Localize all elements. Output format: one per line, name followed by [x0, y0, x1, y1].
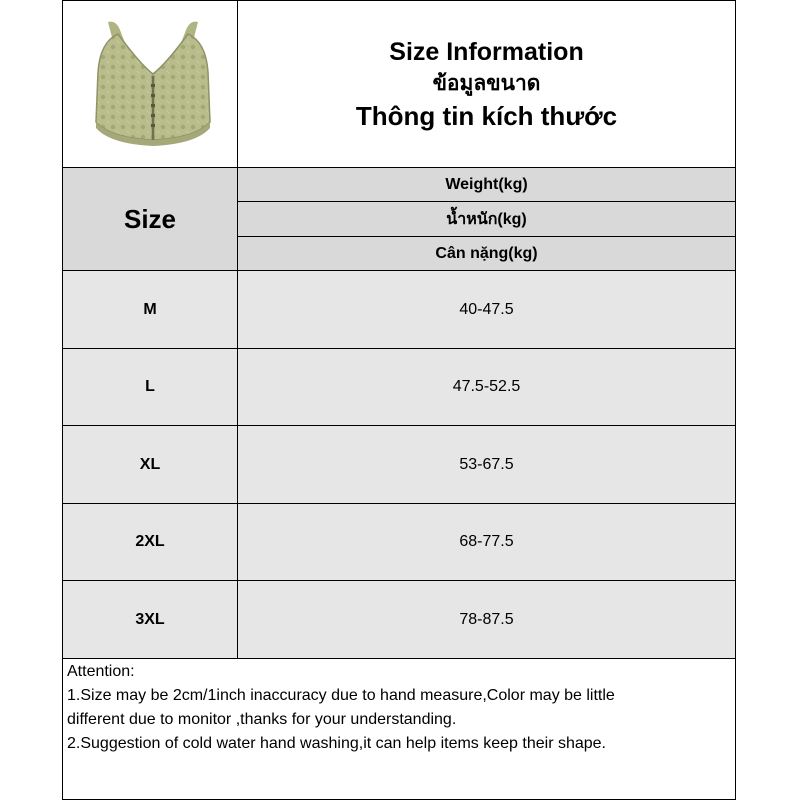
weight-cell-m: 40-47.5: [237, 270, 736, 349]
size-cell-3xl: 3XL: [62, 580, 238, 659]
weight-cell-l: 47.5-52.5: [237, 348, 736, 426]
title-cell: [237, 0, 736, 168]
weight-cell-2xl: 68-77.5: [237, 503, 736, 581]
weight-cell-xl: 53-67.5: [237, 425, 736, 504]
title-english: Size Information: [389, 38, 584, 66]
weight-header-thai: น้ำหนัก(kg): [237, 201, 736, 237]
attention-heading: Attention:: [67, 663, 135, 680]
size-cell-m: M: [62, 270, 238, 349]
weight-header-vietnamese: Cân nặng(kg): [237, 236, 736, 271]
title-vietnamese: Thông tin kích thước: [355, 101, 618, 131]
attention-note-1a: 1.Size may be 2cm/1inch inaccuracy due to hand measure,Color may be little: [67, 687, 615, 704]
size-cell-2xl: 2XL: [62, 503, 238, 581]
product-image: [78, 12, 228, 152]
attention-note-2: 2.Suggestion of cold water hand washing,it can help items keep their shape.: [67, 735, 606, 752]
size-cell-l: L: [62, 348, 238, 426]
title-thai: ข้อมูลขนาด: [432, 72, 541, 95]
attention-notes: [62, 658, 736, 800]
size-column-header: Size: [62, 167, 238, 271]
attention-note-1b: different due to monitor ,thanks for your understanding.: [67, 711, 457, 728]
weight-header-english: Weight(kg): [237, 167, 736, 202]
weight-cell-3xl: 78-87.5: [237, 580, 736, 659]
size-cell-xl: XL: [62, 425, 238, 504]
